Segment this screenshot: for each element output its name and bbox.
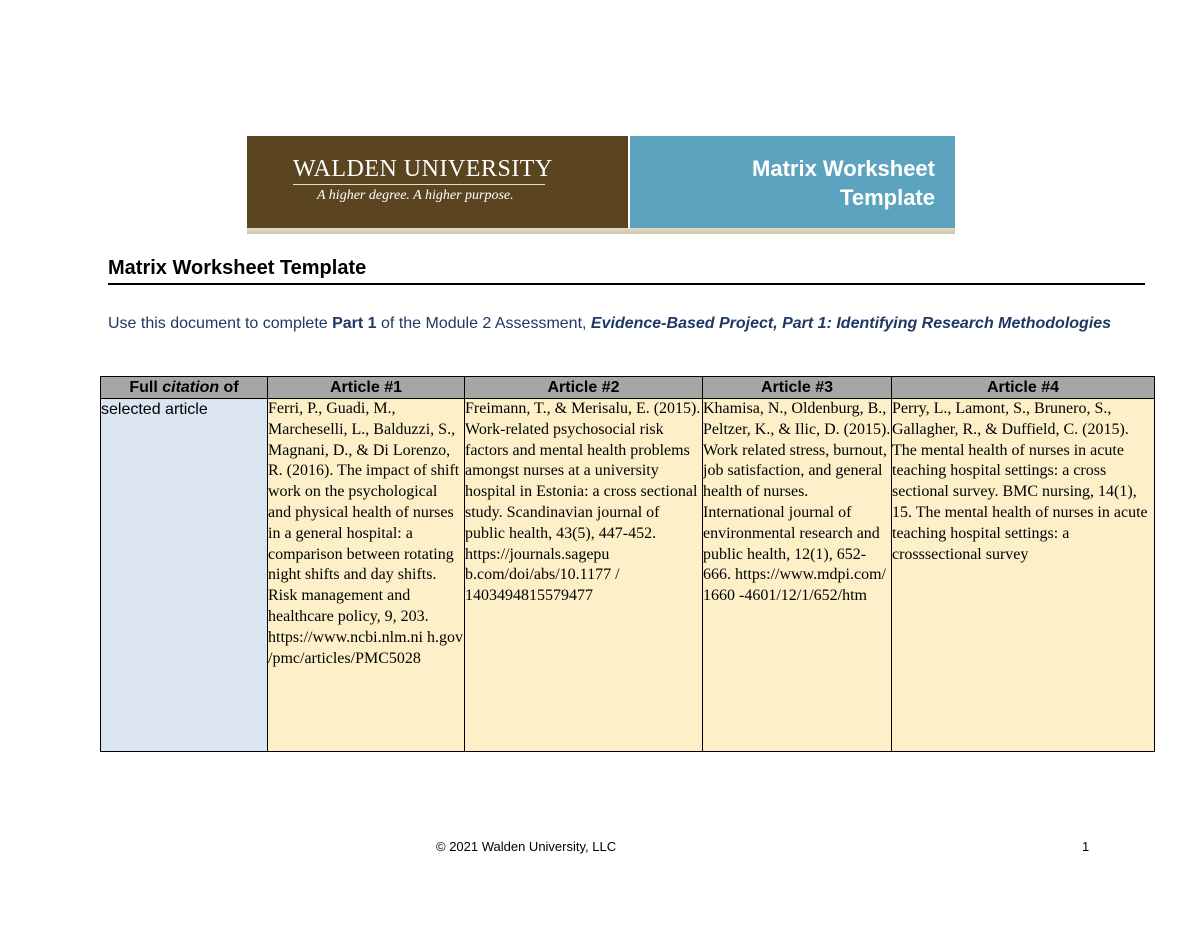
citation-article-4: Perry, L., Lamont, S., Brunero, S., Gallagher, R., & Duffield, C. (2015). The mental health of nurses in acute teaching hospital settings: a cross sectional survey. BMC nursing, 14(1), 15. The mental health of nurses in acute teaching hospital settings: a crosssectional survey [892,399,1155,752]
row-label-cell [101,377,268,399]
page-number: 1 [1082,839,1090,854]
row-label-text-1: Full [129,379,163,396]
table-header-row [101,377,1155,399]
column-header-article-4: Article #4 [892,377,1155,399]
column-header-article-1: Article #1 [268,377,465,399]
column-header-article-2: Article #2 [465,377,703,399]
title-panel [630,136,955,228]
row-label-citation: citation [162,379,220,396]
banner-title-line1: Matrix Worksheet [752,156,935,181]
intro-project-title: Evidence-Based Project, Part 1: Identifying Research Methodologies [590,315,1112,332]
citation-article-1: Ferri, P., Guadi, M., Marcheselli, L., Balduzzi, S., Magnani, D., & Di Lorenzo, R. (2016). The impact of shift work on the psychological and physical health of nurses in a general hospital: a comparison between rotating night shifts and day shifts. Risk management and healthcare policy, 9, 203. https://www.ncbi.nlm.ni h.gov /pmc/articles/PMC5028 [268,399,465,752]
document-heading: Matrix Worksheet Template [108,257,367,279]
banner-title-line2: Template [840,185,935,210]
row-label-text-2: of [219,379,239,396]
logo-divider [293,184,545,185]
banner-title [675,154,935,212]
footer-copyright: © 2021 Walden University, LLC [436,839,617,854]
table-row [101,399,1155,752]
matrix-table [100,376,1155,752]
intro-part-label: Part 1 [332,315,377,332]
university-logo-name: WALDEN UNIVERSITY [293,156,553,182]
intro-text-1: Use this document to complete [108,315,333,332]
citation-article-3: Khamisa, N., Oldenburg, B., Peltzer, K., & Ilic, D. (2015). Work related stress, burnout, job satisfaction, and general health of nurses. International journal of environmental research and public health, 12(1), 652- 666. https://www.mdpi.com/ 1660 -4601/12/1/652/htm [703,399,892,752]
heading-rule [108,283,1145,285]
banner-strip [247,228,955,234]
column-header-article-3: Article #3 [703,377,892,399]
logo-panel [247,136,628,228]
university-tagline: A higher degree. A higher purpose. [317,188,514,203]
intro-text-2: of the Module 2 Assessment, [376,315,591,332]
intro-paragraph [108,314,1148,334]
row-label-continued: selected article [101,399,268,752]
header-banner [247,136,955,234]
citation-article-2: Freimann, T., & Merisalu, E. (2015). Work-related psychosocial risk factors and mental health problems amongst nurses at a university hospital in Estonia: a cross sectional study. Scandinavian journal of public health, 43(5), 447-452. https://journals.sagepu b.com/doi/abs/10.1177 / 1403494815579477 [465,399,703,752]
